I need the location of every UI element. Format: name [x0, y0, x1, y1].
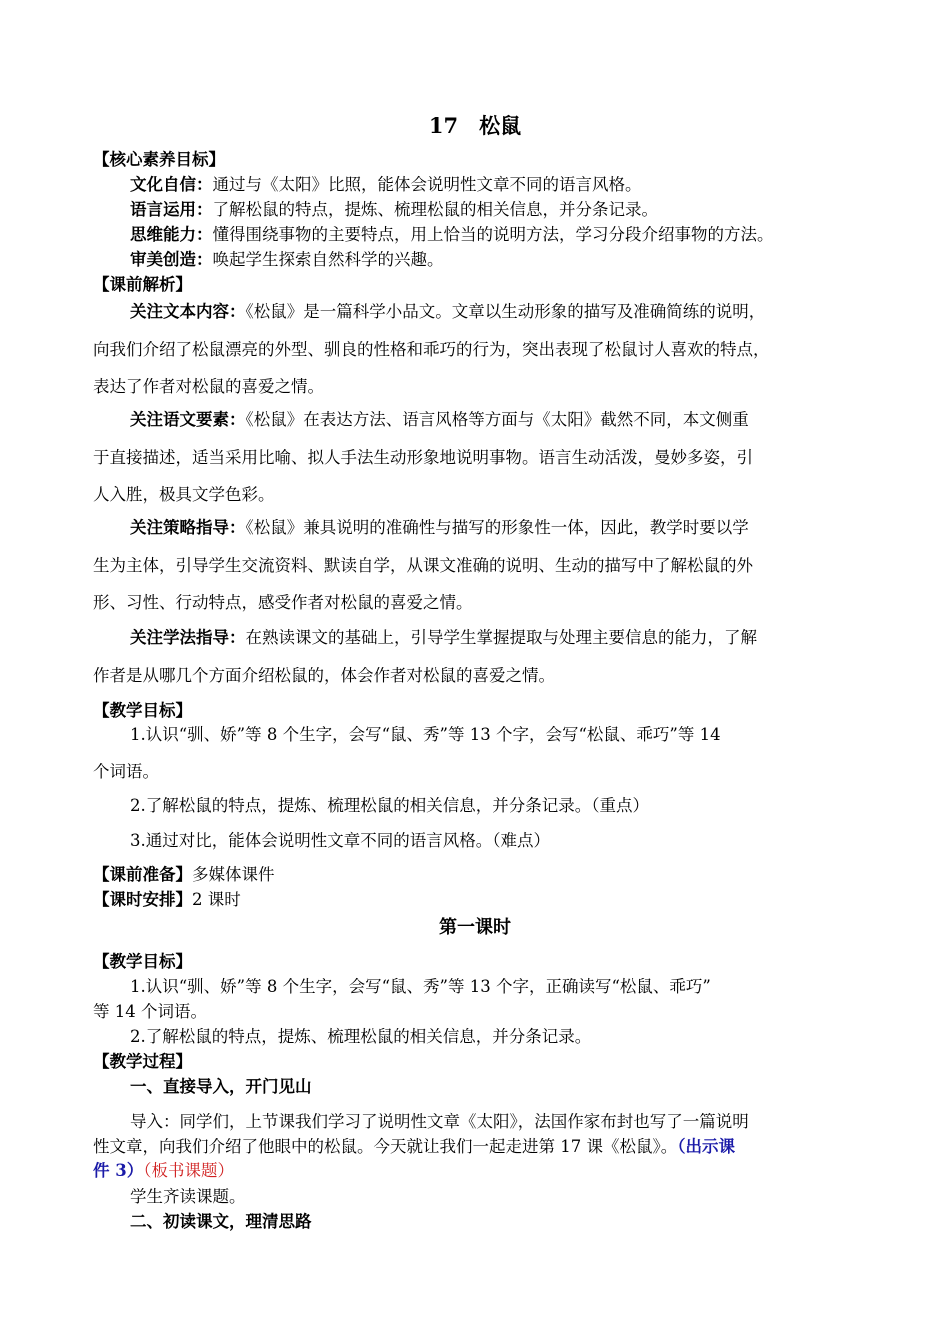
analysis-strategy-line: 形、习性、行动特点，感受作者对松鼠的喜爱之情。	[93, 593, 473, 612]
lesson-goals-heading: 【教学目标】	[93, 952, 192, 971]
goal-language: 语言运用：了解松鼠的特点，提炼、梳理松鼠的相关信息，并分条记录。	[130, 200, 658, 219]
section-heading-teaching-goals: 【教学目标】	[93, 701, 192, 720]
courseware-note-cont: 件 3）	[93, 1161, 144, 1180]
teaching-goal-1-cont: 个词语。	[93, 762, 159, 781]
analysis-element-line: 关注语文要素：《松鼠》在表达方法、语言风格等方面与《太阳》截然不同，本文侧重	[130, 410, 749, 429]
class-preparation: 【课前准备】多媒体课件	[93, 865, 275, 884]
teaching-goal-2: 2.了解松鼠的特点，提炼、梳理松鼠的相关信息，并分条记录。（重点）	[130, 796, 649, 815]
process-heading: 【教学过程】	[93, 1052, 192, 1071]
goal-aesthetic: 审美创造：唤起学生探索自然科学的兴趣。	[130, 250, 444, 269]
analysis-element-line: 于直接描述，适当采用比喻、拟人手法生动形象地说明事物。语言生动活泼，曼妙多姿，引	[93, 448, 753, 467]
analysis-strategy-line: 关注策略指导：《松鼠》兼具说明的准确性与描写的形象性一体，因此，教学时要以学	[130, 518, 749, 537]
courseware-note: （出示课	[677, 1137, 735, 1156]
goal-thinking: 思维能力：懂得围绕事物的主要特点，用上恰当的说明方法，学习分段介绍事物的方法。	[130, 225, 774, 244]
class-schedule: 【课时安排】2 课时	[93, 890, 241, 909]
lesson-goal-2: 2.了解松鼠的特点，提炼、梳理松鼠的相关信息，并分条记录。	[130, 1027, 592, 1046]
analysis-strategy-line: 生为主体，引导学生交流资料、默读自学，从课文准确的说明、生动的描写中了解松鼠的外	[93, 556, 753, 575]
intro-line-3	[93, 1159, 863, 1183]
section-heading-core-goals: 【核心素养目标】	[93, 150, 225, 169]
lesson-title: 第一课时	[439, 917, 511, 938]
board-note: （板书课题）	[143, 1161, 234, 1180]
analysis-text-line: 表达了作者对松鼠的喜爱之情。	[93, 377, 324, 396]
teaching-goal-1: 1.认识“驯、娇”等 8 个生字，会写“鼠、秀”等 13 个字，会写“松鼠、乖巧”等 14	[130, 725, 721, 744]
step-2-heading: 二、初读课文，理清思路	[130, 1212, 312, 1231]
analysis-element-line: 人入胜，极具文学色彩。	[93, 485, 275, 504]
analysis-text-line: 向我们介绍了松鼠漂亮的外型、驯良的性格和乖巧的行为，突出表现了松鼠讨人喜欢的特点，	[93, 340, 770, 359]
lesson-goal-1-cont: 等 14 个词语。	[93, 1002, 207, 1021]
analysis-text-line: 关注文本内容：《松鼠》是一篇科学小品文。文章以生动形象的描写及准确简练的说明，	[130, 302, 766, 321]
read-title-line: 学生齐读课题。	[130, 1187, 246, 1206]
section-heading-analysis: 【课前解析】	[93, 275, 192, 294]
lesson-goal-1: 1.认识“驯、娇”等 8 个生字，会写“鼠、秀”等 13 个字，正确读写“松鼠、乖巧”	[130, 977, 711, 996]
analysis-method-line: 作者是从哪几个方面介绍松鼠的，体会作者对松鼠的喜爱之情。	[93, 666, 555, 685]
intro-line-2: 性文章，向我们介绍了他眼中的松鼠。今天就让我们一起走进第 17 课《松鼠》。（出示课	[93, 1137, 735, 1156]
goal-culture: 文化自信：通过与《太阳》比照，能体会说明性文章不同的语言风格。	[130, 175, 642, 194]
step-1-heading: 一、直接导入，开门见山	[130, 1077, 312, 1096]
page-title: 17 松鼠	[428, 113, 522, 138]
intro-line-1: 导入：同学们，上节课我们学习了说明性文章《太阳》，法国作家布封也写了一篇说明	[130, 1112, 749, 1131]
analysis-method-line: 关注学法指导：在熟读课文的基础上，引导学生掌握提取与处理主要信息的能力，了解	[130, 628, 757, 647]
teaching-goal-3: 3.通过对比，能体会说明性文章不同的语言风格。（难点）	[130, 831, 550, 850]
